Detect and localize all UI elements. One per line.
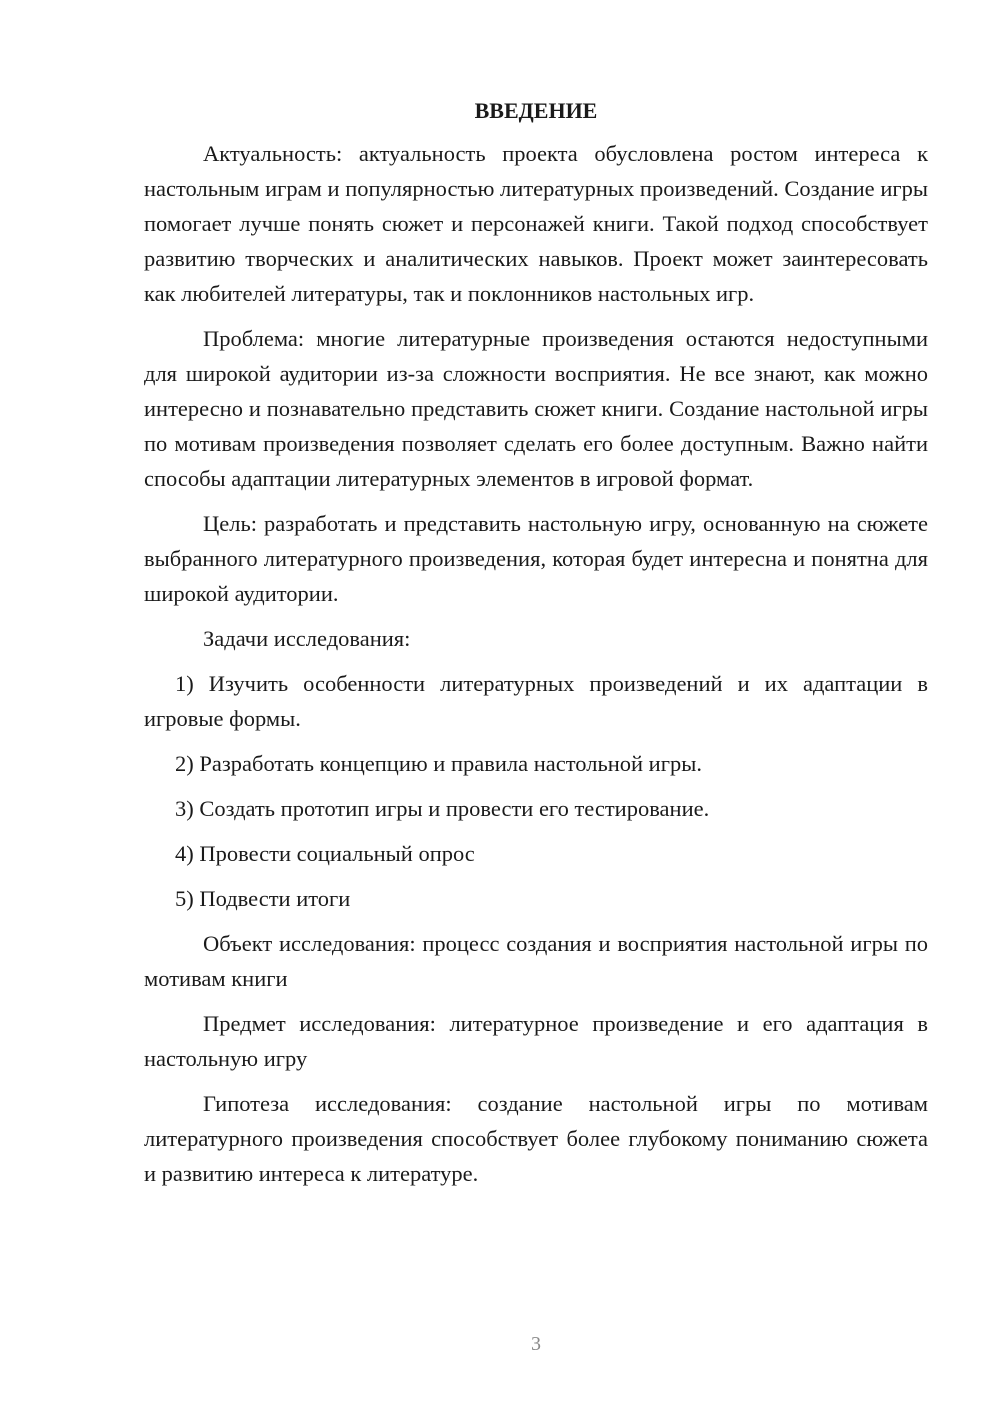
- page-number: 3: [531, 1333, 541, 1355]
- object-paragraph: Объект исследования: процесс создания и восприятия настольной игры по мотивам книги: [144, 931, 928, 991]
- subject-paragraph: Предмет исследования: литературное произведение и его адаптация в настольную игру: [144, 1011, 928, 1071]
- section-title: ВВЕДЕНИЕ: [474, 98, 598, 123]
- relevance-paragraph: Актуальность: актуальность проекта обусловлена ростом интереса к настольным играм и популярностью литературных произведений. Создание игры помогает лучше понять сюжет и персонажей книги. Такой подход способствует развитию творческих и аналитических навыков. Проект может заинтересовать как любителей литературы, так и поклонников настольных игр.: [144, 141, 928, 306]
- problem-paragraph: Проблема: многие литературные произведения остаются недоступными для широкой аудитории из-за сложности восприятия. Не все знают, как можно интересно и познавательно представить сюжет книги. Создание настольной игры по мотивам произведения позволяет сделать его более доступным. Важно найти способы адаптации литературных элементов в игровой формат.: [144, 326, 928, 491]
- page-content: [144, 96, 928, 1201]
- task-item-4: 4) Провести социальный опрос: [175, 841, 475, 866]
- task-item-5: 5) Подвести итоги: [175, 886, 351, 911]
- task-item-1: 1) Изучить особенности литературных произведений и их адаптации в игровые формы.: [144, 671, 928, 731]
- goal-paragraph: Цель: разработать и представить настольную игру, основанную на сюжете выбранного литературного произведения, которая будет интересна и понятна для широкой аудитории.: [144, 511, 928, 606]
- task-item-3: 3) Создать прототип игры и провести его тестирование.: [175, 796, 710, 821]
- tasks-heading: Задачи исследования:: [203, 626, 411, 651]
- task-item-2: 2) Разработать концепцию и правила настольной игры.: [175, 751, 702, 776]
- hypothesis-paragraph: Гипотеза исследования: создание настольной игры по мотивам литературного произведения способствует более глубокому пониманию сюжета и развитию интереса к литературе.: [144, 1091, 928, 1186]
